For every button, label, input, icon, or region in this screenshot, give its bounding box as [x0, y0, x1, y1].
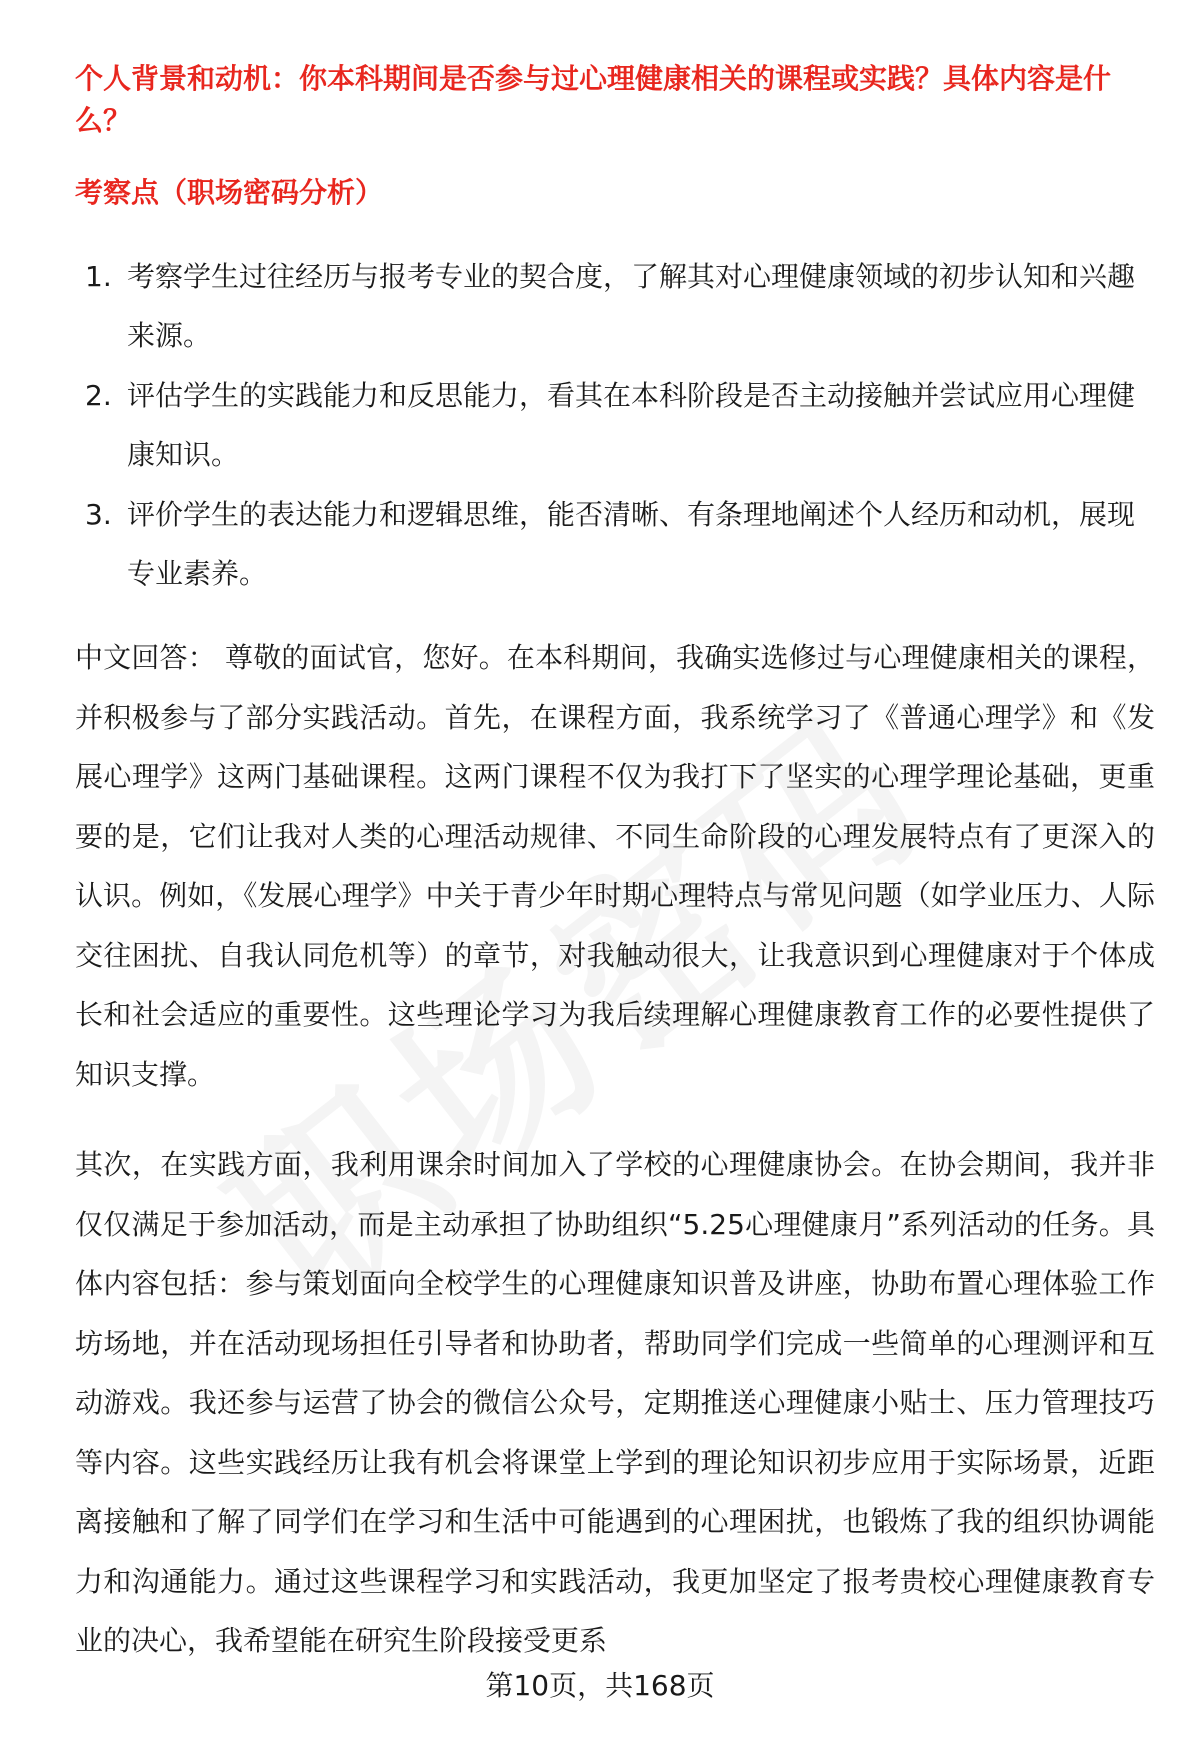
- analysis-point: [75, 247, 1155, 365]
- page-number: 第10页，共168页: [485, 1669, 715, 1702]
- answer-paragraph-2: 其次，在实践方面，我利用课余时间加入了学校的心理健康协会。在协会期间，我并非仅仅满足于参加活动，而是主动承担了协助组织“5.25心理健康月”系列活动的任务。具体内容包括：参与策划面向全校学生的心理健康知识普及讲座，协助布置心理体验工作坊场地，并在活动现场担任引导者和协助者，帮助同学们完成一些简单的心理测评和互动游戏。我还参与运营了协会的微信公众号，定期推送心理健康小贴士、压力管理技巧等内容。这些实践经历让我有机会将课堂上学到的理论知识初步应用于实际场景，近距离接触和了解了同学们在学习和生活中可能遇到的心理困扰，也锻炼了我的组织协调能力和沟通能力。通过这些课程学习和实践活动，我更加坚定了报考贵校心理健康教育专业的决心，我希望能在研究生阶段接受更系: [75, 1148, 1155, 1657]
- point-number: 1.: [85, 260, 112, 293]
- point-text: 评价学生的表达能力和逻辑思维，能否清晰、有条理地阐述个人经历和动机，展现专业素养。: [127, 498, 1136, 590]
- point-number: 2.: [85, 379, 112, 412]
- point-number: 3.: [85, 498, 112, 531]
- point-text: 评估学生的实践能力和反思能力，看其在本科阶段是否主动接触并尝试应用心理健康知识。: [127, 379, 1136, 471]
- analysis-points-list: [75, 247, 1155, 604]
- question-title: 个人背景和动机：你本科期间是否参与过心理健康相关的课程或实践？具体内容是什么？: [75, 62, 1112, 137]
- analysis-point: [75, 366, 1155, 484]
- point-text: 考察学生过往经历与报考专业的契合度，了解其对心理健康领域的初步认知和兴趣来源。: [127, 260, 1136, 352]
- answer-paragraph-1: 中文回答： 尊敬的面试官，您好。在本科期间，我确实选修过与心理健康相关的课程，并积极参与了部分实践活动。首先，在课程方面，我系统学习了《普通心理学》和《发展心理学》这两门基础课程。这两门课程不仅为我打下了坚实的心理学理论基础，更重要的是，它们让我对人类的心理活动规律、不同生命阶段的心理发展特点有了更深入的认识。例如，《发展心理学》中关于青少年时期心理特点与常见问题（如学业压力、人际交往困扰、自我认同危机等）的章节，对我触动很大，让我意识到心理健康对于个体成长和社会适应的重要性。这些理论学习为我后续理解心理健康教育工作的必要性提供了知识支撑。: [75, 641, 1155, 1091]
- analysis-heading: 考察点（职场密码分析）: [75, 176, 384, 209]
- analysis-point: [75, 485, 1155, 603]
